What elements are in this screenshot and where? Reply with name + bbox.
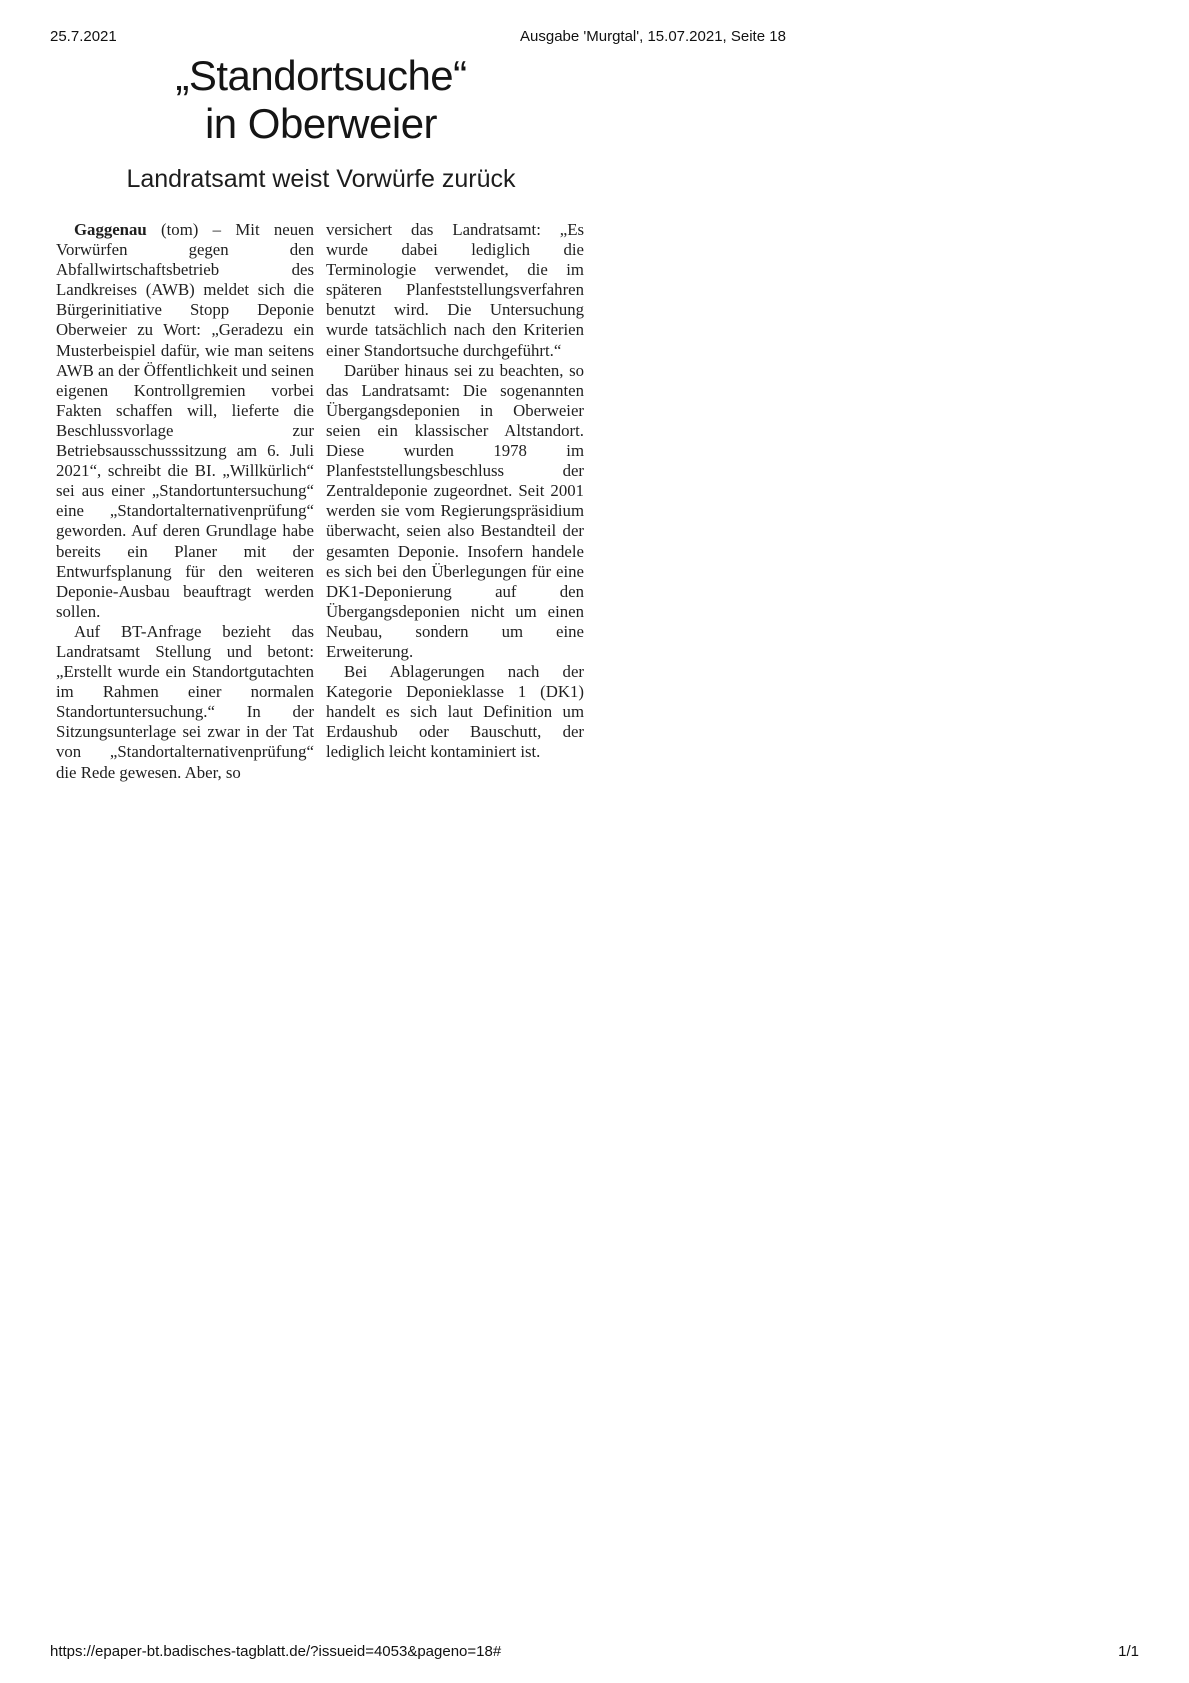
article-column-1 <box>56 220 314 783</box>
print-header <box>0 28 1189 48</box>
edition-info: Ausgabe 'Murgtal', 15.07.2021, Seite 18 <box>520 28 786 45</box>
page-count: 1/1 <box>1118 1643 1139 1660</box>
newspaper-clipping <box>56 52 586 782</box>
byline: (tom) <box>161 220 199 239</box>
page-url: https://epaper-bt.badisches-tagblatt.de/?issueid=4053&pageno=18# <box>50 1643 502 1660</box>
headline-line-2: in Oberweier <box>204 100 438 147</box>
article-headline <box>56 52 586 148</box>
paragraph: Bei Ablagerungen nach der Kategorie Deponieklasse 1 (DK1) handelt es sich laut Definition um Erdaushub oder Bauschutt, der lediglich leicht kontaminiert ist. <box>326 662 584 762</box>
article-subheadline: Landratsamt weist Vorwürfe zurück <box>126 165 516 193</box>
dateline: Gaggenau <box>74 220 147 239</box>
paragraph <box>56 220 314 622</box>
paragraph: Auf BT-Anfrage bezieht das Landratsamt Stellung und betont: „Erstellt wurde ein Standortgutachten im Rahmen einer normalen Standortuntersuchung.“ In der Sitzungsunterlage sei zwar in der Tat von „Standortalternativenprüfung“ die Rede gewesen. Aber, so <box>56 621 314 782</box>
article-column-2 <box>326 220 584 763</box>
paragraph: versichert das Landratsamt: „Es wurde dabei lediglich die Terminologie verwendet, die im späteren Planfeststellungsverfahren benutzt wird. Die Untersuchung wurde tatsächlich nach den Kriterien einer Standortsuche durchgeführt.“ <box>326 220 584 360</box>
print-footer <box>0 1643 1189 1663</box>
print-date: 25.7.2021 <box>50 28 117 45</box>
headline-line-1: „Standortsuche“ <box>175 52 467 99</box>
paragraph: Darüber hinaus sei zu beachten, so das Landratsamt: Die sogenannten Übergangsdeponien in Oberweier seien ein klassischer Altstandort. Diese wurden 1978 im Planfeststellungsbeschluss der Zentraldeponie zugeordnet. Seit 2001 werden sie vom Regierungspräsidium überwacht, seien also Bestandteil der gesamten Deponie. Insofern handele es sich bei den Überlegungen für eine DK1-Deponierung auf den Übergangsdeponien nicht um einen Neubau, sondern um eine Erweiterung. <box>326 360 584 661</box>
paragraph-text: – Mit neuen Vorwürfen gegen den Abfallwirtschaftsbetrieb des Landkreises (AWB) meldet sich die Bürgerinitiative Stopp Deponie Oberweier zu Wort: „Geradezu ein Musterbeispiel dafür, wie man seitens AWB an der Öffentlichkeit und seinen eigenen Kontrollgremien vorbei Fakten schaffen will, lieferte die Beschlussvorlage zur Betriebsausschusssitzung am 6. Juli 2021“, schreibt die BI. „Willkürlich“ sei aus einer „Standortuntersuchung“ eine „Standortalternativenprüfung“ geworden. Auf deren Grundlage habe bereits ein Planer mit der Entwurfsplanung für den weiteren Deponie-Ausbau beauftragt werden sollen. <box>56 220 314 621</box>
article-body <box>56 220 586 850</box>
